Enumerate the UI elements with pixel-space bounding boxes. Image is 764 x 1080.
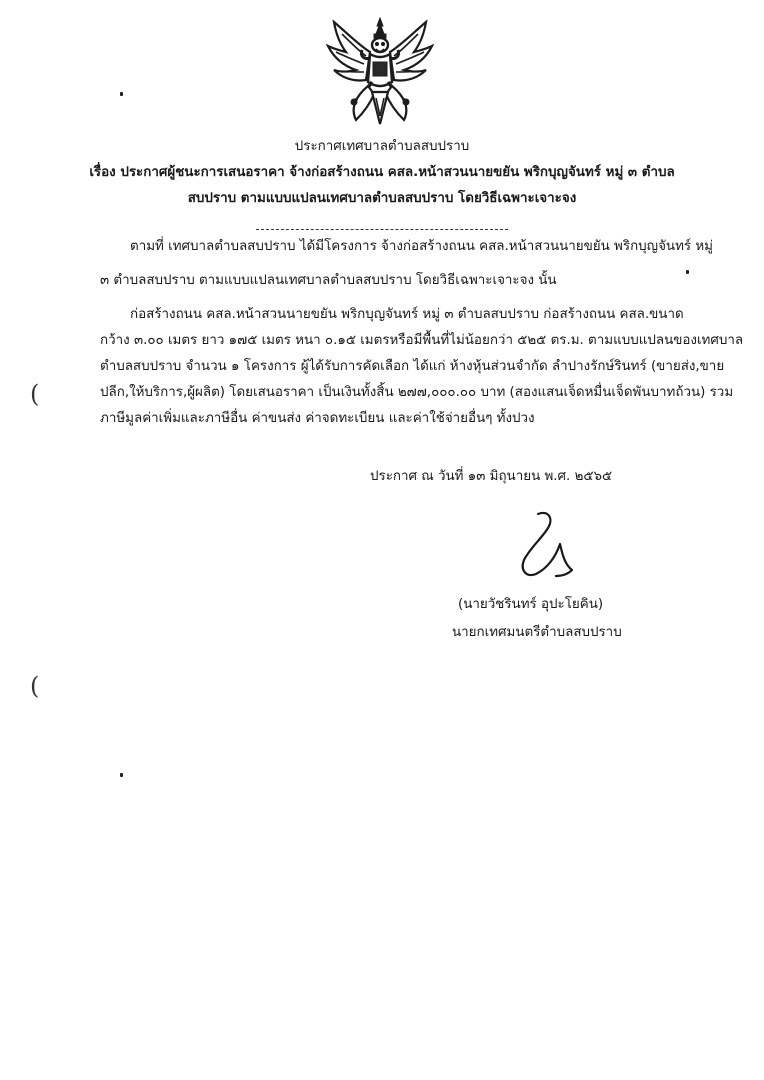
paragraph-2-line-1: ก่อสร้างถนน คสล.หน้าสวนนายขยัน พริกบุญจันทร์ หมู่ ๓ ตำบลสบปราบ ก่อสร้างถนน คสล.ขนาด [130,307,684,322]
paragraph-2-line-5: ภาษีมูลค่าเพิ่มและภาษีอื่น ค่าขนส่ง ค่าจดทะเบียน และค่าใช้จ่ายอื่นๆ ทั้งปวง [100,411,535,426]
signer-name: (นายวัชรินทร์ อุปะโยคิน) [458,597,604,612]
document-subject-line-2: สบปราบ ตามแบบแปลนเทศบาลตำบลสบปราบ โดยวิธีเฉพาะเจาะจง [187,191,577,206]
document-office-title: ประกาศเทศบาลตำบลสบปราบ [294,139,470,154]
garuda-emblem-icon [326,16,434,128]
punch-hole-mark-icon: ( [30,380,40,408]
scan-dot [120,773,123,777]
punch-hole-mark-icon: ( [30,672,40,700]
signer-title: นายกเทศมนตรีตำบลสบปราบ [452,625,622,640]
announcement-date: ประกาศ ณ วันที่ ๑๓ มิถุนายน พ.ศ. ๒๕๖๕ [370,469,613,484]
paragraph-1-line-1: ตามที่ เทศบาลตำบลสบปราบ ได้มีโครงการ จ้างก่อสร้างถนน คสล.หน้าสวนนายขยัน พริกบุญจันทร์ หมู่ [130,239,714,254]
signature-icon [508,508,576,584]
paragraph-2-line-2: กว้าง ๓.๐๐ เมตร ยาว ๑๗๕ เมตร หนา ๐.๑๕ เมตรหรือมีพื้นที่ไม่น้อยกว่า ๕๒๕ ตร.ม. ตามแบบแปลนของเทศบาล [100,333,744,348]
header-divider [256,229,508,230]
paragraph-2-line-4: ปลีก,ให้บริการ,ผู้ผลิต) โดยเสนอราคา เป็นเงินทั้งสิ้น ๒๗๗,๐๐๐.๐๐ บาท (สองแสนเจ็ดหมื่นเจ็ดพันบาทถ้วน) รวม [100,385,734,400]
paragraph-2-line-3: ตำบลสบปราบ จำนวน ๑ โครงการ ผู้ได้รับการคัดเลือก ได้แก่ ห้างหุ้นส่วนจำกัด ลำปางรักษ์รินทร์ (ขายส่ง,ขาย [100,359,725,374]
scan-dot [120,92,123,96]
scan-dot [686,270,689,274]
document-subject-line-1: เรื่อง ประกาศผู้ชนะการเสนอราคา จ้างก่อสร้างถนน คสล.หน้าสวนนายขยัน พริกบุญจันทร์ หมู่ ๓ ตำบล [89,165,675,180]
paragraph-1-line-2: ๓ ตำบลสบปราบ ตามแบบแปลนเทศบาลตำบลสบปราบ โดยวิธีเฉพาะเจาะจง นั้น [100,273,557,288]
